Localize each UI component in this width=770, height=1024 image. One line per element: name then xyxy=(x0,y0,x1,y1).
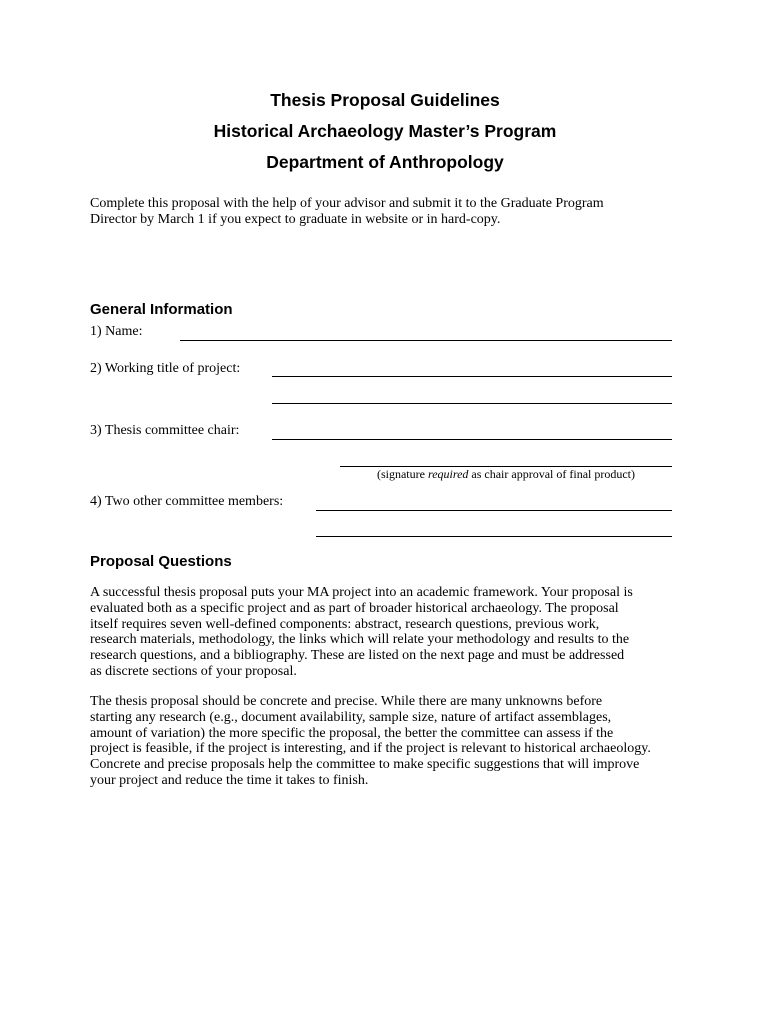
paragraph-line: A successful thesis proposal puts your MA project into an academic framework. Your proposal is xyxy=(90,585,633,600)
intro-paragraph xyxy=(90,196,705,228)
signature-note-after: as chair approval of final product) xyxy=(468,467,636,481)
signature-note xyxy=(340,467,672,481)
committee-member-2-line[interactable] xyxy=(316,536,672,537)
committee-member-1-line[interactable] xyxy=(316,510,672,511)
name-field-line[interactable] xyxy=(180,340,672,341)
proposal-questions-heading: Proposal Questions xyxy=(90,553,232,570)
signature-note-before: (signature xyxy=(376,467,428,481)
proposal-paragraph-2 xyxy=(90,694,705,789)
paragraph-line: as discrete sections of your proposal. xyxy=(90,663,297,679)
paragraph-line: starting any research (e.g., document availability, sample size, nature of artifact assemblages, xyxy=(90,709,612,725)
proposal-paragraph-1 xyxy=(90,585,705,680)
committee-members-label: 4) Two other committee members: xyxy=(90,494,284,509)
program-name: Historical Archaeology Master’s Program xyxy=(213,121,557,141)
intro-line: Complete this proposal with the help of your advisor and submit it to the Graduate Program xyxy=(90,196,604,211)
working-title-label: 2) Working title of project: xyxy=(90,361,241,376)
intro-line: Director by March 1 if you expect to graduate in website or in hard-copy. xyxy=(90,211,501,227)
paragraph-line: itself requires seven well-defined components: abstract, research questions, previous work, xyxy=(90,616,600,632)
general-information-heading: General Information xyxy=(90,301,233,318)
working-title-field-line[interactable] xyxy=(272,376,672,377)
paragraph-line: research questions, and a bibliography. These are listed on the next page and must be addressed xyxy=(90,648,625,664)
paragraph-line: The thesis proposal should be concrete and precise. While there are many unknowns before xyxy=(90,694,603,709)
paragraph-line: amount of variation) the more specific the proposal, the better the committee can assess if the xyxy=(90,725,614,741)
paragraph-line: research materials, methodology, the links which will relate your methodology and results to the xyxy=(90,632,630,648)
document-title: Thesis Proposal Guidelines xyxy=(270,90,500,110)
name-label: 1) Name: xyxy=(90,324,143,339)
paragraph-line: project is feasible, if the project is interesting, and if the project is relevant to historical archaeology. xyxy=(90,741,651,757)
working-title-field-line-2[interactable] xyxy=(272,403,672,404)
department-name: Department of Anthropology xyxy=(266,152,504,172)
paragraph-line: your project and reduce the time it takes to finish. xyxy=(90,772,369,788)
committee-chair-field-line[interactable] xyxy=(272,439,672,440)
committee-chair-label: 3) Thesis committee chair: xyxy=(90,423,240,438)
signature-note-emphasis: required xyxy=(427,467,469,481)
paragraph-line: Concrete and precise proposals help the committee to make specific suggestions that will improve xyxy=(90,757,640,773)
paragraph-line: evaluated both as a specific project and as part of broader historical archaeology. The proposal xyxy=(90,600,619,616)
